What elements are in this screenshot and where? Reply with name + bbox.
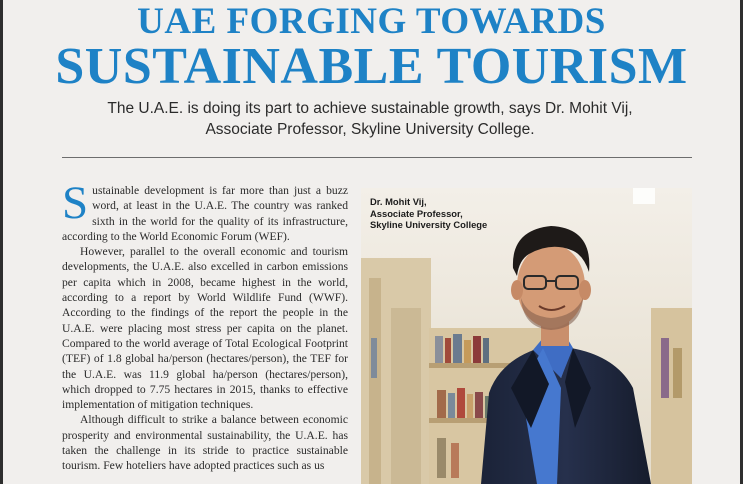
- article-body: [62, 183, 348, 484]
- headline-line-2: SUSTAINABLE TOURISM: [55, 38, 688, 95]
- subtitle-line-1: The U.A.E. is doing its part to achieve sustainable growth, says Dr. Mohit Vij,: [107, 100, 633, 117]
- paragraph-text: ustainable development is far more than just a buzz word, at least in the U.A.E. The country was ranked sixth in the world for the quality of its infrastructure, according to the World Economic Forum (WEF).: [62, 184, 348, 243]
- subtitle-line-2: Associate Professor, Skyline University College.: [205, 121, 535, 138]
- article-paragraph-3: Although difficult to strike a balance between economic prosperity and environmental sustainability, the U.A.E. has taken the challenge in its stride to practice sustainable tourism. Few hoteliers have adopted practices such as us: [62, 413, 348, 473]
- headline-line-1: UAE FORGING TOWARDS: [137, 1, 606, 42]
- drop-cap: S: [62, 183, 89, 229]
- divider-rule: [62, 157, 692, 158]
- caption-organization: Skyline University College: [370, 219, 488, 230]
- article-paragraph-2: However, parallel to the overall economic and tourism developments, the U.A.E. also excelled in carbon emissions per capita which in 2008, became highest in the world, according to a report by World Wildlife Fund (WWF). According to the findings of the report the people in the U.A.E. were placing most stress per capita on the planet. Compared to the world average of Total Ecological Footprint (TEF) of 1.8 global ha/person (hectares/person), the TEF for the U.A.E. was 11.9 global ha/person (hectares/person), which dropped to 7.75 hectares in 2015, thanks to effective implementation of mitigation techniques.: [62, 245, 348, 412]
- author-photo: [361, 188, 692, 484]
- caption-name: Dr. Mohit Vij,: [370, 196, 427, 207]
- article-paragraph-1: [62, 183, 348, 244]
- author-photo-illustration: [361, 188, 692, 484]
- caption-title: Associate Professor,: [370, 207, 463, 219]
- photo-caption: [370, 196, 487, 231]
- subtitle: [60, 98, 680, 140]
